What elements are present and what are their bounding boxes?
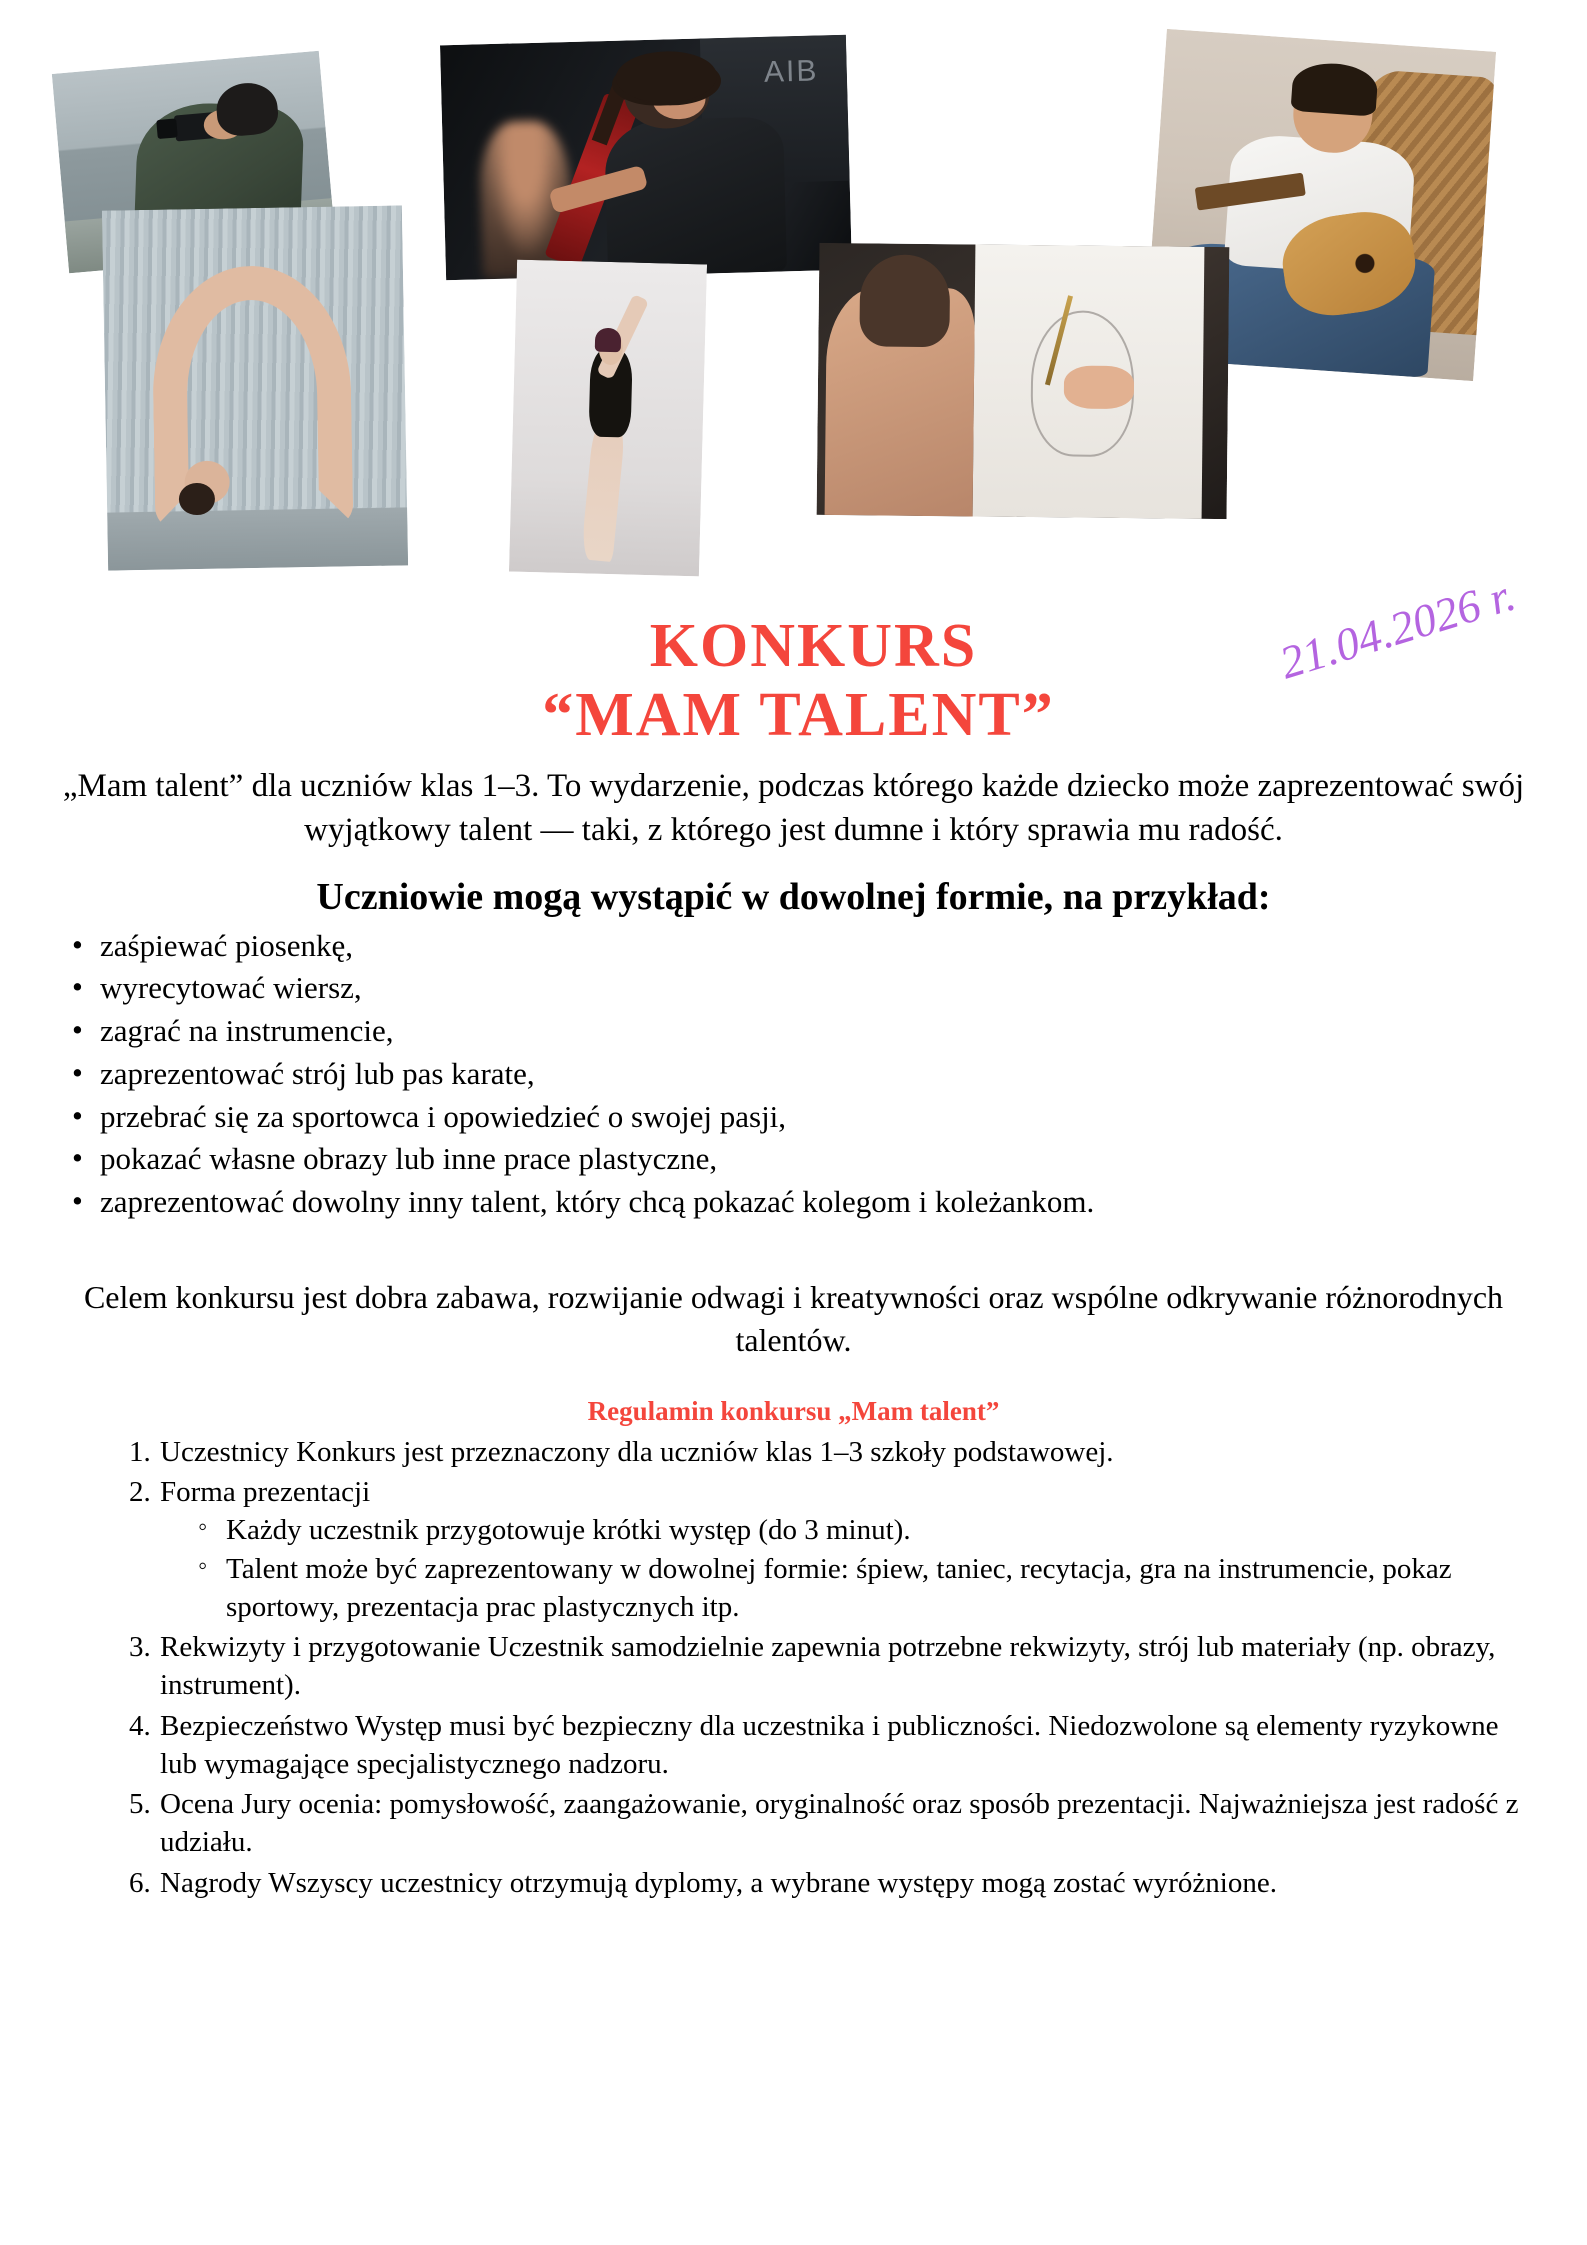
rule-text: Forma prezentacji <box>160 1476 371 1508</box>
list-item: • przebrać się za sportowca i opowiedzieć o swojej pasji, <box>66 1096 1529 1139</box>
rule-text: Uczestnicy Konkurs jest przeznaczony dla uczniów klas 1–3 szkoły podstawowej. <box>160 1435 1114 1468</box>
page-title: KONKURS <box>649 612 978 680</box>
photo-figure-shape <box>604 116 787 276</box>
goal-paragraph: Celem konkursu jest dobra zabawa, rozwijanie odwagi i kreatywności oraz wspólne odkrywanie różnorodnych talentów. <box>83 1278 1504 1358</box>
poster-title-block <box>0 568 1587 751</box>
photo-guitarist <box>440 35 852 281</box>
rule-item <box>158 1433 1529 1471</box>
rule-subitem: ◦ Talent może być zaprezentowany w dowolnej formie: śpiew, taniec, recytacja, gra na instrumencie, pokaz sportowy, prezentacja prac plastycznych itp. <box>196 1550 1529 1627</box>
photo-figure-shape <box>151 264 353 527</box>
photo-dancer <box>509 260 707 577</box>
photo-gymnast <box>102 205 408 570</box>
examples-heading: Uczniowie mogą wystąpić w dowolnej formie, na przykład: <box>316 875 1271 918</box>
page-subtitle: “MAM TALENT” <box>542 681 1055 750</box>
photo-legs-shape <box>581 423 626 563</box>
rules-list <box>58 1433 1529 1902</box>
rule-item <box>158 1864 1529 1902</box>
rule-item <box>158 1473 1529 1626</box>
rule-text: Bezpieczeństwo Występ musi być bezpieczny dla uczestnika i publiczności. Niedozwolone są elementy ryzykowne lub wymagające specjalistycznego nadzoru. <box>160 1709 1499 1780</box>
rule-subitems <box>160 1511 1529 1626</box>
intro-paragraph: „Mam talent” dla uczniów klas 1–3. To wydarzenie, podczas którego każde dziecko może zaprezentować swój wyjątkowy talent — taki, z którego jest dumne i który sprawia mu radość. <box>62 767 1525 848</box>
photo-hair-shape <box>859 254 950 347</box>
list-item: • pokazać własne obrazy lub inne prace plastyczne, <box>66 1138 1529 1181</box>
rule-text: Nagrody Wszyscy uczestnicy otrzymują dyplomy, a wybrane występy mogą zostać wyróżnione. <box>160 1866 1277 1899</box>
rule-item <box>158 1707 1529 1784</box>
photo-overlay-text: AIB <box>763 54 819 89</box>
photo-collage <box>0 0 1587 620</box>
photo-hair-shape <box>595 327 622 353</box>
event-date: 21.04.2026 r. <box>1274 568 1522 689</box>
rule-text: Ocena Jury ocenia: pomysłowość, zaangażowanie, oryginalność oraz sposób prezentacji. Najważniejsza jest radość z udziału. <box>160 1788 1519 1859</box>
rule-item <box>158 1628 1529 1705</box>
rules-heading: Regulamin konkursu „Mam talent” <box>587 1395 1000 1426</box>
poster-body <box>0 765 1587 1902</box>
rule-text: Rekwizyty i przygotowanie Uczestnik samodzielnie zapewnia potrzebne rekwizyty, strój lub materiały (np. obrazy, instrument). <box>160 1631 1496 1702</box>
examples-list <box>58 925 1529 1224</box>
list-item: • wyrecytować wiersz, <box>66 967 1529 1010</box>
list-item: • zaprezentować strój lub pas karate, <box>66 1053 1529 1096</box>
photo-hand-shape <box>1064 365 1134 409</box>
list-item: • zagrać na instrumencie, <box>66 1010 1529 1053</box>
list-item: • zaprezentować dowolny inny talent, który chcą pokazać kolegom i koleżankom. <box>66 1181 1529 1224</box>
photo-hair-shape <box>1290 61 1379 116</box>
rule-subitem: ◦ Każdy uczestnik przygotowuje krótki występ (do 3 minut). <box>196 1511 1529 1549</box>
rule-item <box>158 1785 1529 1862</box>
list-item: • zaśpiewać piosenkę, <box>66 925 1529 968</box>
photo-drawing <box>817 243 1230 519</box>
